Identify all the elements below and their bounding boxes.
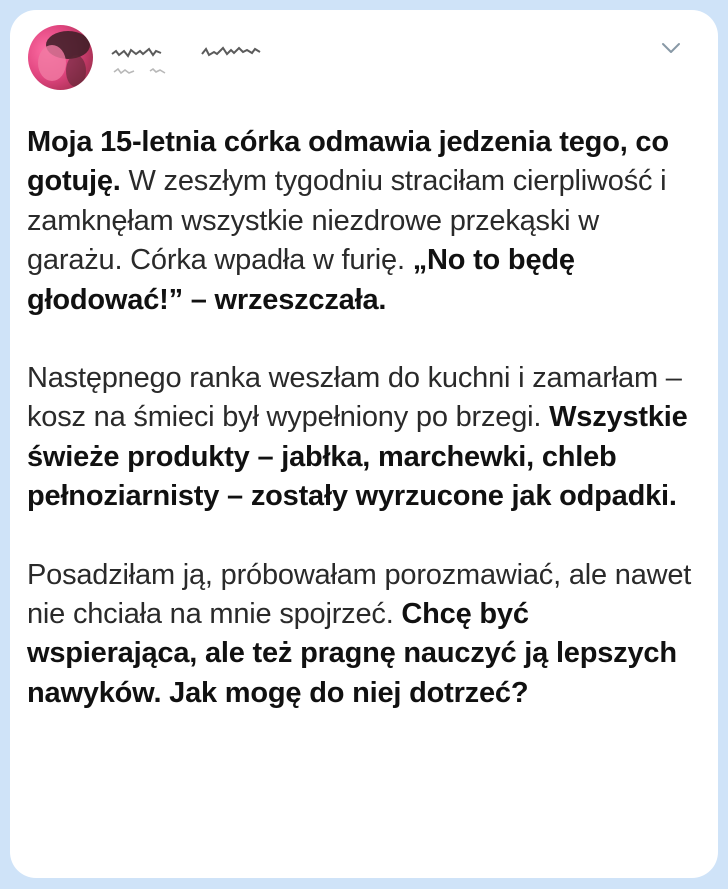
regular-text: Następnego ranka weszłam do kuchni i zamarłam – kosz na śmieci był wypełniony po brzegi. [27,362,682,434]
bold-text: Wszystkie świeże produkty – jabłka, marchewki, chleb pełnoziarnisty – zostały wyrzucone jak odpadki. [27,401,688,513]
regular-text: W zeszłym tygodniu straciłam cierpliwość i zamknęłam wszystkie niezdrowe przekąski w garażu. Córka wpadła w furię. [27,165,667,277]
avatar[interactable] [28,25,93,90]
regular-text: Posadziłam ją, próbowałam porozmawiać, ale nawet nie chciała na mnie spojrzeć. [27,558,692,631]
tweet-text [27,123,697,713]
author-handle-redacted [110,64,180,78]
bold-text: „No to będę głodować!” – wrzeszczała. [27,244,575,316]
bold-text: Chcę być wspierająca, ale też pragnę nauczyć ją lepszych nawyków. Jak mogę do niej dotrzeć? [27,598,677,709]
chevron-down-icon[interactable] [660,40,682,56]
tweet-paragraph [27,123,697,320]
avatar-photo [28,25,93,90]
tweet-paragraph [27,359,697,517]
tweet-paragraph [27,556,697,714]
bold-text: Moja 15-letnia córka odmawia jedzenia tego, co gotuję. [27,126,669,198]
tweet-card [10,10,718,878]
author-name-redacted[interactable] [110,42,290,62]
